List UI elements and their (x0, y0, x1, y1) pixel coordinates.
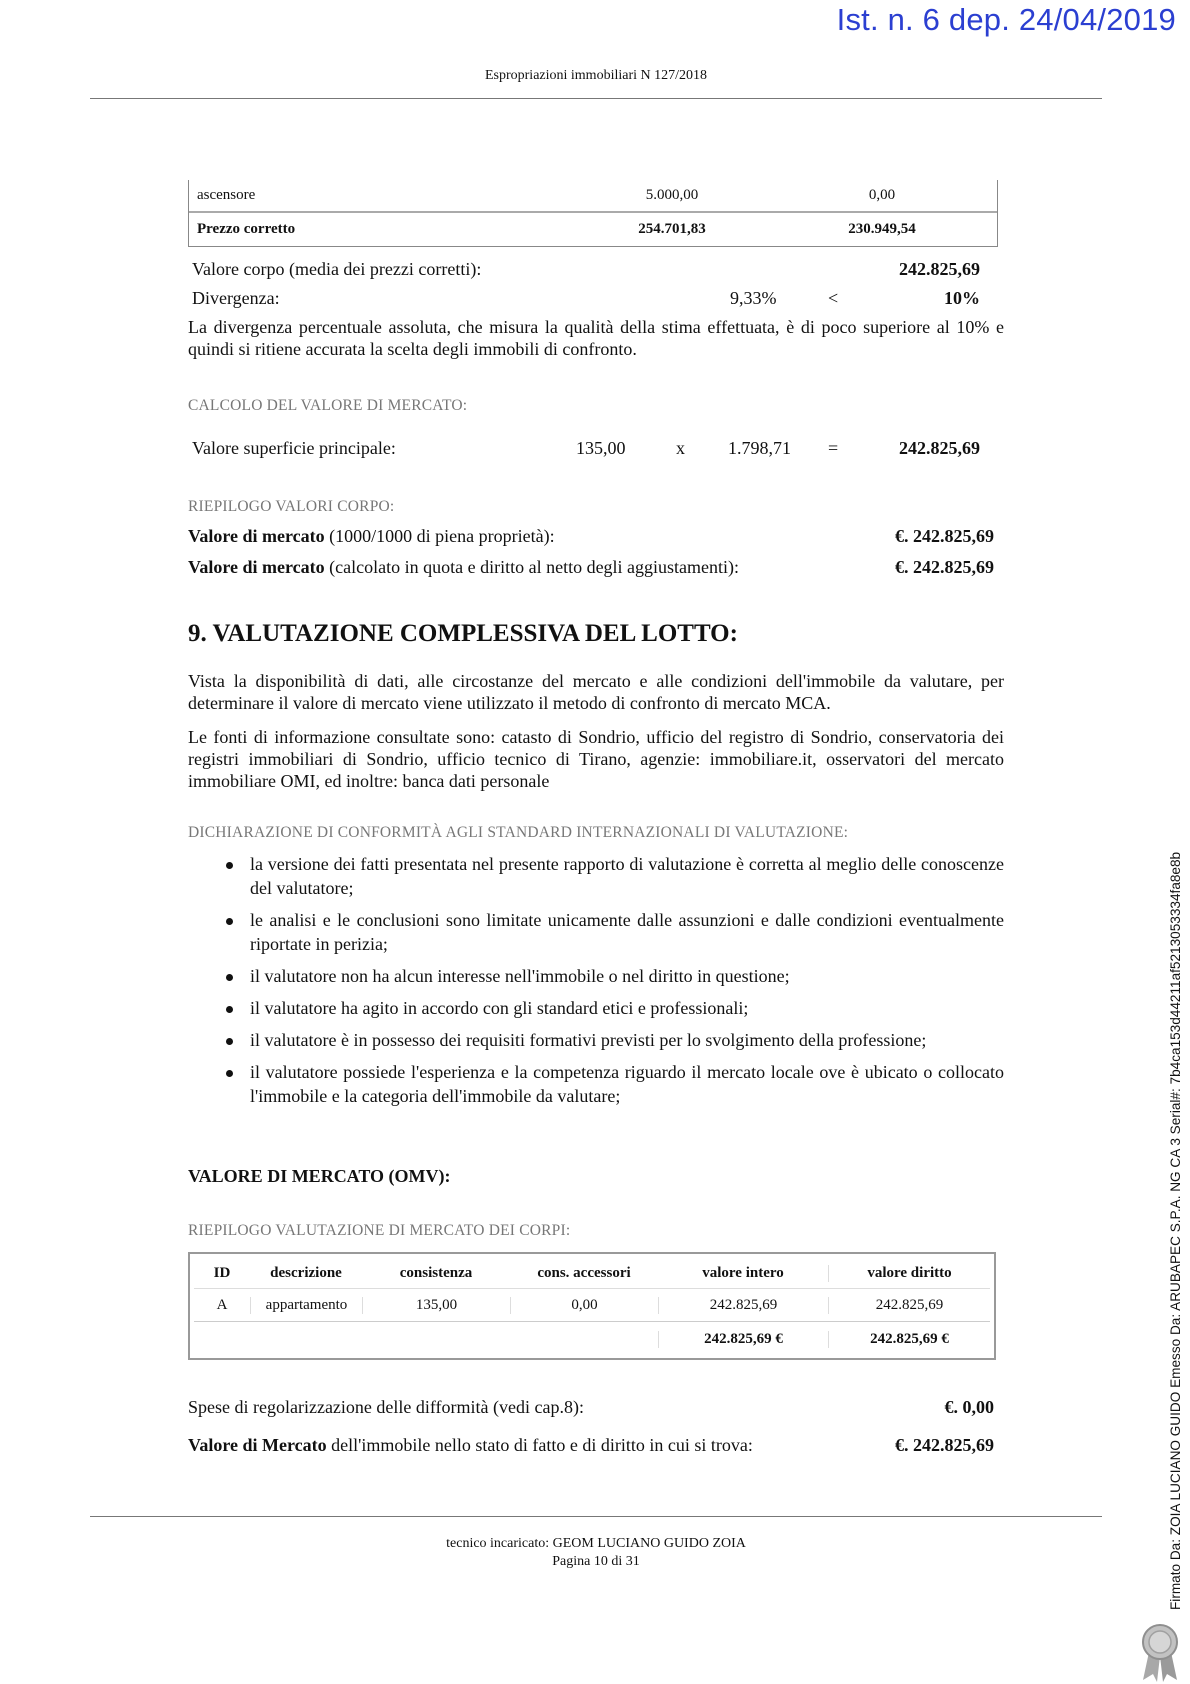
footer-technician: tecnico incaricato: GEOM LUCIANO GUIDO ZOIA (446, 1536, 746, 1551)
cell-id: A (216, 1296, 228, 1313)
col-header-consistenza: consistenza (399, 1264, 473, 1281)
spese-value: €. 0,00 (944, 1397, 994, 1417)
deposit-stamp: Ist. n. 6 dep. 24/04/2019 (836, 2, 1176, 37)
divergenza-row (188, 288, 1004, 312)
row-label: ascensore (197, 187, 256, 203)
calcolo-result: 242.825,69 (899, 438, 980, 458)
valore-corpo-value: 242.825,69 (899, 259, 980, 279)
summary-table (188, 1252, 996, 1360)
valore-finale-bold: Valore di Mercato (188, 1435, 327, 1455)
cell-descrizione: appartamento (250, 1297, 362, 1314)
valore-finale-value: €. 242.825,69 (895, 1435, 994, 1455)
table-total-row (194, 1321, 990, 1356)
list-item: le analisi e le conclusioni sono limitate unicamente dalle assunzioni e dalle condizioni eventualmente riportate in perizia; (188, 908, 1004, 956)
paragraph-sources: Le fonti di informazione consultate sono: catasto di Sondrio, ufficio del registro di Sondrio, conservatoria dei registri immobiliari di Sondrio, ufficio tecnico di Tirano, agenzie: immobiliare.it, osservatori del mercato immobiliare OMI, ed inoltre: banca dati personale (188, 727, 1004, 791)
paragraph-method: Vista la disponibilità di dati, alle circostanze del mercato e alle condizioni dell'immobile da valutare, per determinare il valore di mercato viene utilizzato il metodo di confronto di mercato MCA. (188, 671, 1004, 713)
cell-accessori: 0,00 (510, 1297, 658, 1314)
table-row (189, 180, 997, 211)
divergenza-label: Divergenza: (192, 288, 280, 308)
comparison-table-continuation (188, 180, 998, 247)
total-valore-intero: 242.825,69 € (658, 1331, 828, 1348)
riepilogo-label: RIEPILOGO VALORI CORPO: (188, 498, 395, 515)
row-value-2: 0,00 (868, 187, 896, 203)
row-value-2: 230.949,54 (848, 221, 916, 237)
valore-corpo-label: Valore corpo (media dei prezzi corretti): (192, 259, 482, 279)
riepilogo-bold: Valore di mercato (188, 557, 325, 577)
conformity-list (188, 852, 1004, 1116)
header-rule (90, 98, 1102, 99)
seal-icon (1137, 1622, 1183, 1682)
col-header-valore-diritto: valore diritto (828, 1265, 990, 1282)
col-header-descrizione: descrizione (270, 1264, 342, 1281)
spese-label: Spese di regolarizzazione delle difformità (vedi cap.8): (188, 1397, 584, 1417)
dichiarazione-label: DICHIARAZIONE DI CONFORMITÀ AGLI STANDARD INTERNAZIONALI DI VALUTAZIONE: (188, 824, 849, 841)
row-value-1: 254.701,83 (638, 221, 706, 237)
riepilogo-value: €. 242.825,69 (895, 526, 994, 546)
table-row (194, 1288, 990, 1321)
page-header: Espropriazioni immobiliari N 127/2018 (484, 68, 708, 83)
divergenza-pct: 9,33% (730, 288, 777, 308)
calcolo-times: x (676, 438, 685, 458)
table-row-total (189, 211, 997, 246)
calcolo-qty: 135,00 (576, 438, 626, 458)
cell-consistenza: 135,00 (362, 1297, 510, 1314)
calcolo-label-text: Valore superficie principale: (192, 438, 396, 458)
footer-page-number: Pagina 10 di 31 (552, 1554, 640, 1569)
row-value-1: 5.000,00 (645, 187, 699, 203)
valore-finale-row (188, 1435, 1004, 1459)
riepilogo-row (188, 526, 1004, 550)
calcolo-equals: = (828, 438, 839, 458)
riepilogo-rest: (calcolato in quota e diritto al netto degli aggiustamenti): (324, 557, 740, 577)
cell-valore-intero: 242.825,69 (658, 1297, 828, 1314)
col-header-id: ID (213, 1264, 231, 1281)
total-valore-diritto: 242.825,69 € (828, 1331, 990, 1348)
valore-finale-rest: dell'immobile nello stato di fatto e di diritto in cui si trova: (326, 1435, 753, 1455)
riepilogo-value: €. 242.825,69 (895, 557, 994, 577)
spese-row (188, 1397, 1004, 1421)
riepilogo-corpi-label: RIEPILOGO VALUTAZIONE DI MERCATO DEI CORPI: (188, 1222, 571, 1239)
divergenza-text: La divergenza percentuale assoluta, che misura la qualità della stima effettuata, è di poco superiore al 10% e quindi si ritiene accurata la scelta degli immobili di confronto. (188, 317, 1004, 359)
list-item: il valutatore non ha alcun interesse nell'immobile o nel diritto in questione; (188, 964, 1004, 988)
list-item: il valutatore è in possesso dei requisiti formativi previsti per lo svolgimento della professione; (188, 1028, 1004, 1052)
riepilogo-row (188, 557, 1004, 581)
row-label: Prezzo corretto (197, 221, 296, 237)
col-header-valore-intero: valore intero (702, 1264, 784, 1281)
list-item: il valutatore possiede l'esperienza e la competenza riguardo il mercato locale ove è ubicato o collocato l'immobile e la categoria dell'immobile da valutare; (188, 1060, 1004, 1108)
footer-rule (90, 1516, 1102, 1517)
valore-corpo-row (188, 259, 1004, 283)
digital-signature-stamp: Firmato Da: ZOIA LUCIANO GUIDO Emesso Da: ARUBAPEC S.P.A. NG CA 3 Serial#: 7b4ca153d44211af5213053334fa8e8b (1168, 851, 1183, 1610)
table-header-row (194, 1258, 990, 1288)
divergenza-operator: < (828, 288, 839, 308)
calcolo-price: 1.798,71 (728, 438, 791, 458)
list-item: la versione dei fatti presentata nel presente rapporto di valutazione è corretta al meglio delle conoscenze del valutatore; (188, 852, 1004, 900)
list-item: il valutatore ha agito in accordo con gli standard etici e professionali; (188, 996, 1004, 1020)
calcolo-label: CALCOLO DEL VALORE DI MERCATO: (188, 397, 468, 414)
riepilogo-bold: Valore di mercato (188, 526, 325, 546)
omv-heading: VALORE DI MERCATO (OMV): (188, 1166, 451, 1186)
divergenza-limit: 10% (944, 288, 980, 308)
calcolo-row (188, 438, 1004, 462)
section-heading: 9. VALUTAZIONE COMPLESSIVA DEL LOTTO: (188, 620, 738, 647)
col-header-accessori: cons. accessori (537, 1264, 631, 1281)
cell-valore-diritto: 242.825,69 (828, 1297, 990, 1314)
riepilogo-rest: (1000/1000 di piena proprietà): (324, 526, 555, 546)
